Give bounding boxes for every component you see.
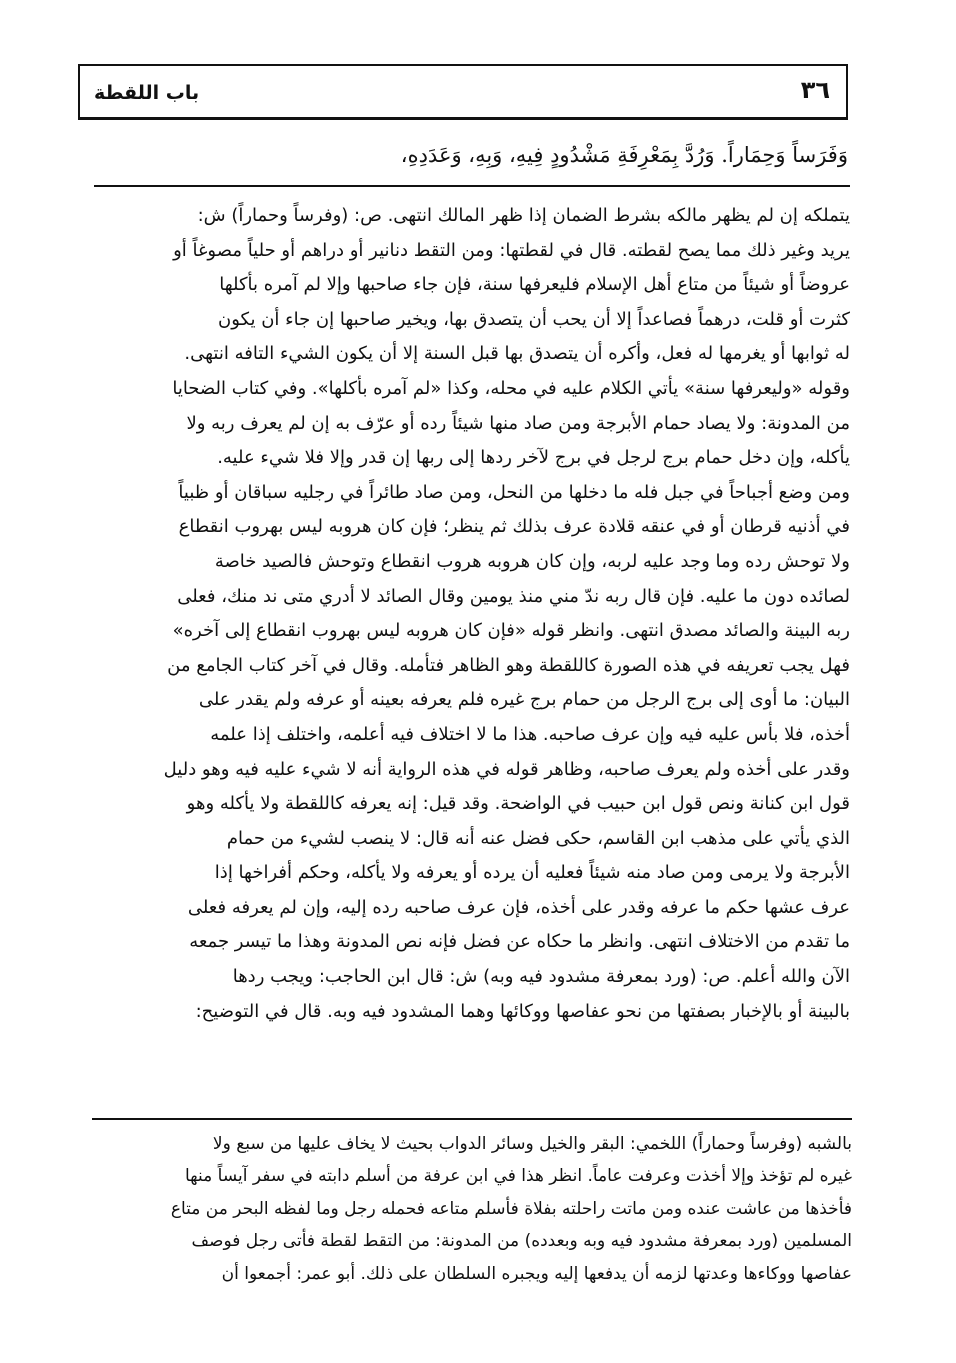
commentary-line: بالبينة أو بالإخبار بصفتها من نحو عفاصها ووكائها وهما المشدود فيه وبه. قال في التوضيح: [195,1000,850,1022]
footnote-line: غيره لم تؤخذ وإلا أخذت وعرفت عاماً. انظر هذا في ابن عرفة من أسلم دابته في سفر آيساً منها [184,1166,852,1187]
commentary-line: عرف عشها حكم ما عرفه وقدر على أخذه، فإن عرف صاحبه رده إليه، وإن لم يعرفه فعلى [187,896,850,918]
commentary-line: من المدونة: ولا يصاد حمام الأبرجة ومن صاد منها شيئاً رده أو عرّف به إن لم يعرف ربه ولا [186,412,850,434]
commentary-body [84,199,850,1029]
footnote-divider [92,1118,852,1120]
page-number: ٣٦ [800,76,830,104]
footnote-line: المسلمين (ورد بمعرفة مشدود فيه وبه وبعدده) من المدونة: من التقط لقطة فأتى رجل فوصف [191,1231,852,1252]
commentary-line: أخذه، فلا بأس عليه فيه وإن عرف صاحبه. هذا ما لا اختلاف فيه أعلمه، واختلف إذا علمه [210,723,850,745]
commentary-line: عروضاً أو شيئاً من متاع أهل الإسلام فليعرفها سنة، فإن جاء صاحبها وإلا لم آمره بأكلها [219,274,850,296]
commentary-line: الأبرجة ولا يرمى ومن صاد منه شيئاً فعليه أن يرده أو يعرفه ولا يأكله، وحكم أفراخها إذا [214,862,850,884]
commentary-line: لصائده دون ما عليه. فإن قال ربه ندّ مني منذ يومين وقال الصائد لا أدري متى ند منك، فعلى [177,585,850,607]
text-divider [94,185,850,187]
commentary-line: يتملكه إن لم يظهر مالكه بشرط الضمان إذا ظهر المالك انتهى. ص: (وفرساً وحماراً) ش: [197,205,850,226]
footnote-line: فأخذها من عاشت عنده ومن ماتت راحلته بفلاة فأسلم متاعه فحمله رجل وما لفظه البحر من متاع [170,1198,852,1219]
commentary-line: وقوله «وليعرفها سنة» يأتي الكلام عليه في محله، وكذا «لم آمره بأكلها». وفي كتاب الضحايا [172,377,850,399]
commentary-line: ما تقدم من الاختلاف انتهى. وانظر ما حكاه عن فضل فإنه نص المدونة وهذا ما تيسر جمعه [189,931,850,953]
commentary-line: له ثوابها أو يغرمها له فعل، وأكره أن يتصدق بها قبل السنة إلا أن يكون الشيء التافه انتهى. [184,343,850,365]
page-header [78,64,848,120]
commentary-line: يأكله، وإن دخل حمام برج لرجل في برج لآخر ردها إلى ربها إن قدر وإلا فلا شيء عليه. [217,447,850,469]
commentary-line: البيان: ما أوى إلى برج الرجل من حمام برج غيره فلم يعرفه بعينه أو عرفه ولم يقدر على [198,689,850,711]
footnote-line: عفاصها ووكاءها وعدتها لزمه أن يدفعها إليه ويجبره السلطان على ذلك. أبو عمر: أجمعوا أن [221,1263,852,1284]
commentary-line: قول ابن كنانة ونص قول ابن حبيب في الواضحة. وقد قيل: إنه يعرفه كاللقطة ولا يأكله وهو [186,793,850,815]
commentary-line: في أذنيه قرطان أو في عنقه قلادة عرف بذلك ثم ينظر؛ فإن كان هروبه ليس بهروب انقطاع [178,516,850,538]
commentary-line: الذي يأتي على مذهب ابن القاسم، حكى فضل عنه أنه قال: لا ينصب لشيء من حمام [226,827,850,849]
chapter-title: باب اللقطة [94,82,200,104]
commentary-line: وقدر على أخذه ولم يعرف صاحبه، وظاهر قوله في هذه الرواية أنه لا شيء عليه فيه وهو دليل [163,758,850,780]
commentary-line: الآن والله أعلم. ص: (ورد بمعرفة مشدود فيه وبه) ش: قال ابن الحاجب: ويجب ردها [232,966,850,988]
commentary-line: كثرت أو قلت، درهماً فصاعداً إلا أن يحب أن يتصدق بها، ويخير صاحبها إن جاء أن يكون [218,308,850,330]
commentary-line: ومن وضع أجباحاً في جبل فله ما دخلها من النحل، ومن صاد طائراً في رجليه سباقان أو ظبياً [178,481,850,503]
main-text-verse: وَفَرَساً وَحِمَاراً. وَرُدَّ بِمَعْرِفَةِ مَشْدُودٍ فِيهِ، وَبِهِ، وَعَدَدِهِ، [400,143,848,167]
commentary-line: ربه البينة والصائد مصدق انتهى. وانظر قوله «فإن كان هروبه ليس بهروب انقطاع إلى آخره» [172,620,850,642]
commentary-line: فهل يجب تعريفه في هذه الصورة كاللقطة وهو الظاهر فتأمله. وقال في آخر كتاب الجامع من [167,654,850,676]
commentary-line: يريد وغير ذلك مما يصح لقطته. قال في لقطتها: ومن التقط دنانير أو دراهم أو حلياً مصوغاً أو [173,239,850,261]
footnote-line: بالشبه (وفرساً وحماراً) اللخمي: البقر والخيل وسائر الدواب بحيث لا يخاف عليها من سبع ولا [212,1134,852,1154]
footnote-body [82,1128,852,1290]
commentary-line: ولا توحش رده وما وجد عليه لربه، وإن كان هروبه هروب انقطاع وتوحش فالصيد خاصة [214,550,850,572]
